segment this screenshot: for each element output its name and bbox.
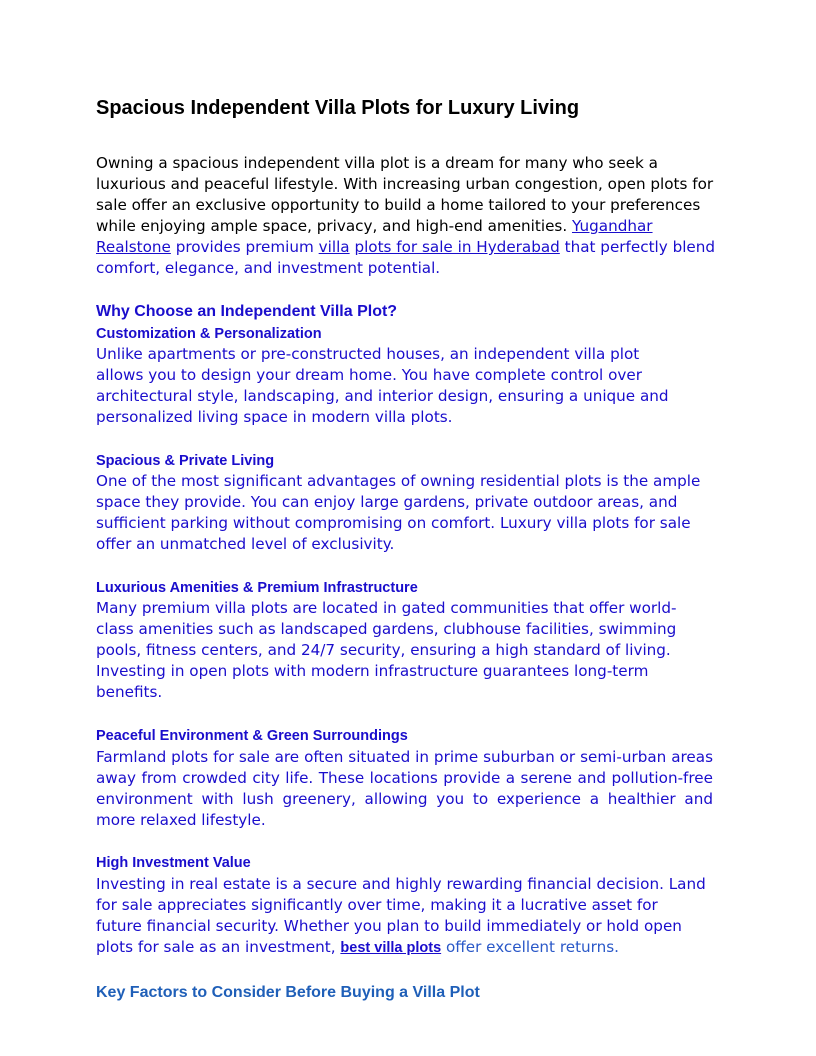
investment-text: Investing in real estate is a secure and highly rewarding financial decision. Land for sale appreciates significantly over time, making it a lucrative asset for future financial security. Whether you plan to build immediately or hold open plots for sale as an investment, (96, 875, 706, 956)
section-heading-customization: Customization & Personalization (96, 326, 322, 342)
section-heading-investment: High Investment Value (96, 855, 251, 871)
investment-tail-text: offer excellent returns. (445, 938, 620, 956)
section-body-spacious: One of the most significant advantages of owning residential plots is the ample space they provide. You can enjoy large gardens, private outdoor areas, and sufficient parking without compromising on comfort. Luxury villa plots for sale offer an unmatched level of exclusivity. (96, 472, 701, 553)
key-factors-heading: Key Factors to Consider Before Buying a Villa Plot (96, 984, 480, 1001)
section-heading-peaceful: Peaceful Environment & Green Surroundings (96, 728, 408, 744)
section-heading-amenities: Luxurious Amenities & Premium Infrastructure (96, 580, 418, 596)
section-body-customization: Unlike apartments or pre-constructed houses, an independent villa plot allows you to design your dream home. You have complete control over architectural style, landscaping, and interior design, ensuring a unique and personalized living space in modern villa plots. (96, 345, 669, 426)
intro-provides-text: provides premium (175, 238, 314, 256)
section-body-amenities: Many premium villa plots are located in gated communities that offer world-class amenities such as landscaped gardens, clubhouse facilities, swimming pools, fitness centers, and 24/7 security, ensuring a high standard of living. Investing in open plots with modern infrastructure guarantees long-term benefits. (96, 599, 677, 701)
plots-hyderabad-link[interactable]: plots for sale in Hyderabad (354, 238, 560, 256)
villa-link[interactable]: villa (318, 238, 350, 256)
company-link[interactable]: Yugandhar Realstone (96, 217, 653, 256)
intro-text: Owning a spacious independent villa plot is a dream for many who seek a luxurious and peaceful lifestyle. With increasing urban congestion, open plots for sale offer an exclusive opportunity to build a home tailored to your preferences while enjoying ample space, privacy, and high-end amenities. (96, 154, 714, 235)
intro-paragraph (96, 153, 720, 279)
best-villa-plots-link[interactable]: best villa plots (340, 940, 442, 956)
page-title: Spacious Independent Villa Plots for Luxury Living (96, 97, 580, 119)
section-body-investment (96, 874, 708, 959)
intro-end-text: that perfectly blend comfort, elegance, and investment potential. (96, 238, 716, 277)
section-heading-spacious: Spacious & Private Living (96, 453, 275, 469)
why-choose-heading: Why Choose an Independent Villa Plot? (96, 303, 398, 320)
section-body-peaceful: Farmland plots for sale are often situated in prime suburban or semi-urban areas away from crowded city life. These locations provide a serene and pollution-free environment with lush greenery, allowing you to experience a healthier and more relaxed lifestyle. (96, 748, 713, 829)
